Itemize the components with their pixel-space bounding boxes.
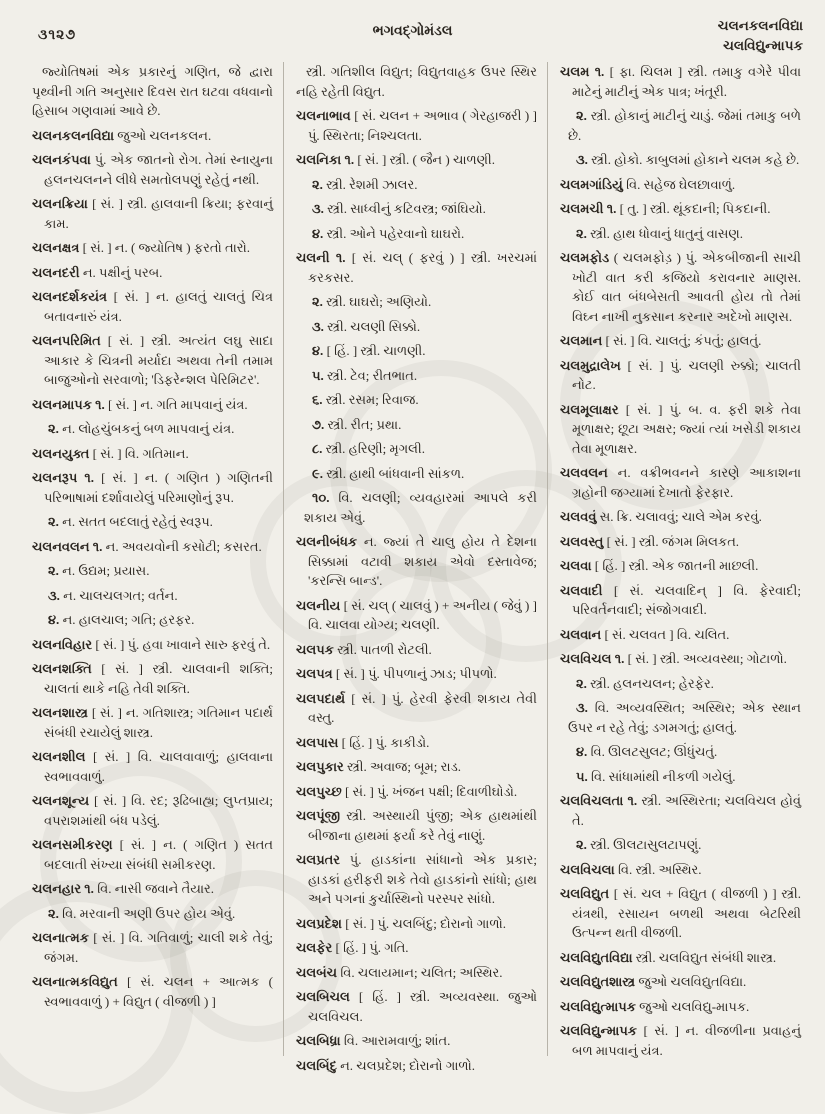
dictionary-entry (296, 757, 537, 777)
entry-body: [ સં. ચલ + વિદ્યુત ( વીજળી ) ] સ્ત્રી. યંત્રથી, રસાયન બળથી અથવા બેટરિથી ઉત્પન્ન થતી વીજળી. (572, 886, 802, 940)
sense-number: ૨. (48, 421, 59, 436)
entry-body: [ સં. ચલન + અભાવ ( ગેરહાજરી ) ] પું. સ્થિરતા; નિશ્ચલતા. (308, 108, 537, 143)
sense-number: ૯. (312, 465, 323, 481)
sense-number: ૩. (312, 318, 324, 334)
entry-body: સ્ત્રી. રસમ; રિવાજ. (325, 392, 419, 407)
dictionary-entry (296, 938, 537, 958)
entry-body: [ સં. ] ન. ( જ્યોતિષ ) ફરતો તારો. (82, 240, 251, 255)
entry-body: [ સં. ચલવાદિન્ ] વિ. ફેરવાદી; પરિવર્તનવાદી; સંજોગવાદી. (572, 582, 802, 617)
dictionary-entry (560, 625, 801, 645)
entry-body: ન. લોહચુંબકનું બળ માપવાનું યંત્ર. (62, 421, 235, 436)
headword: ચલનીય (296, 597, 341, 613)
entry-body: સ્ત્રી. ઘાઘરો; અણિયો. (326, 294, 432, 309)
entry-body: સ્ત્રી. ચલવિદ્યુત સંબંધી શાસ્ત્ર. (635, 949, 777, 965)
dictionary-entry (296, 963, 537, 983)
dictionary-entry (560, 62, 801, 101)
entry-body: સ. ક્રિ. ચલાવવું; ચાલે એમ કરવું. (599, 509, 762, 524)
dictionary-entry (560, 649, 801, 669)
dictionary-entry (32, 972, 273, 1011)
headword: ચલનાભાવ (296, 108, 351, 123)
sense-number: ૧૦. (312, 490, 330, 505)
entry-body: વિ. સ્ત્રી. અસ્થિર. (617, 861, 702, 877)
entry-body: સ્ત્રી. અસ્થિરતા; ચલવિચલ હોવું તે. (572, 793, 801, 828)
sense-item (296, 224, 537, 244)
sense-number: ૪. (312, 225, 324, 241)
dictionary-entry (560, 972, 801, 992)
headword: ચલમફોડ (560, 250, 610, 265)
entry-body: ન. ઉદ્યમ; પ્રયાસ. (62, 563, 150, 578)
entry-body: પું. એક જાતનો રોગ. તેમાં સ્નાયુના હલનચલનને લીધે સમતોલપણું રહેતું નથી. (44, 152, 274, 187)
page-header (0, 16, 825, 60)
dictionary-entry (560, 248, 801, 326)
dictionary-entry (560, 463, 801, 502)
headword: ચલનશીલ (32, 749, 86, 764)
column-container (30, 62, 811, 1073)
entry-body: સ્ત્રી. હરિણી; મૃગલી. (325, 441, 425, 456)
dictionary-entry (32, 703, 273, 742)
entry-body: વિ. આરામવાળું; શાંત. (343, 1033, 451, 1048)
entry-body: [ સં. ] ન. ગતિશાસ્ત્ર; ગતિમાન પદાર્થ સંબંધી રચાયેલું શાસ્ત્ર. (44, 705, 273, 740)
headword: ચલવિદ્યુત (560, 886, 610, 901)
dictionary-entry (296, 532, 537, 591)
headword: ચલવિચલા (560, 861, 615, 877)
dictionary-entry (560, 331, 801, 351)
headword: ચલનહાર ૧. (32, 881, 94, 896)
headword: ચલમૂલાક્ષર (560, 401, 619, 417)
sense-number: ૨. (576, 675, 587, 691)
dictionary-entry (296, 1031, 537, 1051)
dictionary-entry (560, 356, 801, 395)
sense-item (560, 106, 801, 145)
entry-body: વિ. સહેજ ઘેલછાવાળું. (626, 176, 736, 192)
entry-body: વિ. સાંધામાંથી નીકળી ગયેલું. (591, 768, 736, 784)
headword: ચલનપરિમિત (32, 333, 101, 348)
entry-body: [ સં. ] વિ. ચાલતું; કંપતું; હાલતું. (605, 333, 762, 348)
entry-body: [ સં. ] પું. ચલબિંદુ; દોરાનો ગાળો. (345, 915, 507, 931)
entry-body: [ તુ. ] સ્ત્રી. થૂંકદાની; પિકદાની. (619, 201, 771, 216)
entry-body: સ્ત્રી. ચલણી સિક્કો. (327, 318, 421, 334)
dictionary-entry (32, 635, 273, 655)
sense-item (296, 464, 537, 484)
sense-number: ૫. (576, 768, 588, 784)
dictionary-entry (32, 659, 273, 698)
headword: ચલનશક્તિ (32, 661, 92, 676)
dictionary-entry (560, 175, 801, 195)
entry-body: [ સં. ] પું. હવા ખાવાને સારુ ફરવું તે. (95, 636, 271, 652)
sense-number: ૩. (312, 201, 324, 216)
dictionary-entry (296, 850, 537, 909)
entry-body: [ સં. ] પું. ચલણી રુક્કો; ચાલતી નોટ. (572, 357, 801, 392)
entry-body: [ સં. ] સ્ત્રી. ( જૈન ) ચાળણી. (357, 152, 495, 167)
entry-body: વિ. ચલણી; વ્યવહારમાં આપલે કરી શકાય એવું. (304, 490, 537, 525)
headword: ચલનદર્શકયંત્ર (32, 289, 108, 304)
entry-body: સ્ત્રી. ટેવ; રીતભાત. (327, 367, 418, 383)
dictionary-entry (560, 581, 801, 620)
dictionary-entry (32, 126, 273, 146)
entry-body: [ સં. ] વિ. ગતિવાળું; ચાલી શકે તેવું; જંગમ. (44, 930, 273, 965)
headword: ચલપુકાર (296, 759, 344, 774)
entry-body: [ સં. ] ન. ( ગણિત ) સતત બદલાતી સંખ્યા સંબંધી સમીકરણ. (44, 837, 273, 872)
column-3 (547, 62, 811, 1056)
headword: ચલનશૂન્ય (32, 793, 90, 808)
sense-item (296, 439, 537, 459)
headword: ચલવાદી (560, 582, 603, 598)
headword: ચલનશાસ્ત્ર (32, 705, 88, 720)
entry-body: [ સં. ] ન. હાલતું ચાલતું ચિત્ર બતાવનારું યંત્ર. (44, 289, 273, 324)
headword: ચલમચી ૧. (560, 201, 617, 216)
dictionary-entry (296, 806, 537, 845)
headword: ચલપુચ્છ (296, 783, 342, 799)
entry-body: [ સં. ] વિ. રદ; રૂઢિબાહ્ય; લુપ્તપ્રાય; વપરાશમાંથી બંધ પડેલું. (44, 793, 274, 828)
headword: ચલનસમીકરણ (32, 837, 113, 852)
sense-item (560, 150, 801, 170)
headword: ચલવિદ્યુત્માપક (560, 998, 636, 1014)
dictionary-entry (32, 238, 273, 258)
sense-item (296, 341, 537, 361)
dictionary-entry (560, 507, 801, 527)
entry-body: [ સં. ] પું. હેરવી ફેરવી શકાય તેવી વસ્તુ. (308, 690, 537, 725)
entry-body: [ સં. ] પું. બ. વ. ફરી શકે તેવા મૂળાક્ષર; છૂટા અક્ષર; જ્યાં ત્યાં ખસેડી શકાય તેવા મૂળાક્ષર. (572, 401, 802, 456)
sense-item (296, 175, 537, 195)
sense-number: ૨. (48, 563, 59, 578)
sense-item (296, 292, 537, 312)
headword: ચલબિંદુ (296, 1057, 337, 1073)
entry-body: [ સં. ] વિ. ચાલવાવાળું; હાલવાના સ્વભાવવાળું. (44, 749, 274, 784)
headword: ચલમગાંડિયું (560, 176, 623, 192)
entry-body: [ સં. ] વિ. ગતિમાન. (92, 445, 189, 461)
headword: ચલવવું (560, 509, 597, 524)
sense-number: ૨. (576, 225, 587, 241)
continuation-text (296, 62, 537, 101)
entry-body: [ હિં. ] સ્ત્રી. ચાળણી. (326, 343, 426, 358)
sense-item (560, 835, 801, 855)
entry-body: ન. જ્યાં તે ચાલુ હોય તે દેશના સિક્કામાં વટાવી શકાય એવો દસ્તાવેજ; 'કરન્સિ બાન્ડ'. (308, 534, 537, 588)
sense-item (560, 224, 801, 244)
entry-body: ન. અવયવોની કસોટી; કસરત. (105, 538, 262, 554)
continuation-text (32, 62, 273, 121)
entry-body: વિ. મરવાની અણી ઉપર હોય એવું. (62, 905, 236, 921)
entry-body: [ સં. ] પું. પીપળાનું ઝાડ; પીપળો. (335, 666, 497, 681)
sense-item (32, 904, 273, 924)
entry-body: સ્ત્રી. રીત; પ્રથા. (327, 416, 402, 432)
sense-number: ૪. (48, 612, 60, 627)
entry-body: સ્ત્રી. અવાજ; બૂમ; રાડ. (347, 759, 461, 774)
entry-body: જ્યોતિષમાં એક પ્રકારનું ગણિત, જે દ્વારા પૃથ્વીની ગતિ અનુસાર દિવસ રાત ઘટવા વધવાનો હિસાબ ગણવામાં આવે છે. (32, 64, 273, 118)
sense-item (32, 610, 273, 630)
entry-body: ન. સતત બદલાતું રહેતું સ્વરૂપ. (62, 514, 213, 529)
sense-item (296, 366, 537, 386)
dictionary-entry (296, 1056, 537, 1076)
sense-item (296, 390, 537, 410)
headword: ચલની ૧. (296, 250, 346, 265)
dictionary-entry (560, 997, 801, 1017)
entry-body: સ્ત્રી. હોકાનું માટીનું ચાડું. જેમાં તમાકુ બળે છે. (568, 108, 801, 143)
entry-body: સ્ત્રી. પાતળી રોટલી. (337, 641, 432, 657)
headword: ચલપ્રદેશ (296, 915, 342, 931)
dictionary-entry (32, 331, 273, 390)
book-title: ભગવદ્ગોમંડલ (372, 24, 453, 39)
headword: ચલવિચલ ૧. (560, 651, 625, 666)
dictionary-entry (296, 596, 537, 635)
entry-body: વિ. ઊલટસુલટ; ઊંધુંચતું. (590, 744, 718, 759)
column-2 (283, 62, 547, 1073)
headword: ચલનમાપક ૧. (32, 396, 105, 412)
sense-number: ૨. (312, 176, 323, 192)
dictionary-entry (560, 860, 801, 880)
sense-item (560, 698, 801, 737)
entry-body: સ્ત્રી. હાથી બાંધવાની સાંકળ. (326, 465, 465, 481)
dictionary-entry (560, 532, 801, 552)
sense-number: ૨. (48, 514, 59, 529)
sense-item (296, 199, 537, 219)
headword: ચલપૂંજી (296, 808, 341, 823)
headword: ચલવિદ્યુન્માપક (560, 1023, 637, 1038)
headword: ચલનિકા ૧. (296, 152, 355, 167)
dictionary-entry (32, 150, 273, 189)
dictionary-entry (296, 150, 537, 170)
sense-number: ૨. (576, 837, 587, 852)
sense-item (32, 586, 273, 606)
dictionary-entry (296, 664, 537, 684)
sense-item (296, 317, 537, 337)
sense-item (296, 415, 537, 435)
sense-number: ૨. (576, 108, 587, 123)
entry-body: ન. હાલચાલ; ગતિ; હરફર. (62, 612, 195, 627)
entry-body: [ ફા. ચિલમ ] સ્ત્રી. તમાકુ વગેરે પીવા માટેનું માટીનું એક પાત્ર; ખંતૂરી. (572, 64, 802, 99)
running-head-first-word: ચલનકલનવિદ્યા (717, 18, 803, 33)
headword: ચલનવિહાર (32, 636, 93, 652)
dictionary-entry (296, 689, 537, 728)
entry-body: [ સં. ] સ્ત્રી. અત્યંત લઘુ સાદા આકાર કે ચિત્રની મર્યાદા અથવા તેની તમામ બાજુઓનો સરવાળો; 'ડિફરેન્શલ પેરિમિટર'. (44, 333, 273, 387)
entry-body: ન. ચલપ્રદેશ; દોરાનો ગાળો. (340, 1057, 476, 1073)
dictionary-entry (32, 835, 273, 874)
headword: ચલબિધ્રા (296, 1033, 341, 1048)
dictionary-entry (32, 194, 273, 233)
headword: ચલપક (296, 641, 334, 657)
headword: ચલવસ્તુ (560, 533, 604, 549)
sense-number: ૩. (576, 700, 588, 715)
entry-body: જુઓ ચલવિદ્યુતવિદ્યા. (638, 974, 747, 989)
entry-body: [ સં. ] ન. ( ગણિત ) ગણિતની પરિભાષામાં દર્શાવાયેલું પરિમાણોનું રૂપ. (44, 470, 274, 505)
dictionary-entry (560, 400, 801, 459)
headword: ચલપત્ર (296, 666, 333, 681)
entry-body: વિ. નાસી જવાને તૈયાર. (97, 881, 215, 896)
entry-body: [ સં. ] સ્ત્રી. ચાલવાની શક્તિ; ચાલતાં થાકે નહિ તેવી શક્તિ. (44, 661, 273, 696)
headword: ચલનકંપવા (32, 152, 91, 167)
headword: ચલનાત્મકવિદ્યુત (32, 974, 118, 989)
headword: ચલબંચ (296, 964, 338, 980)
entry-body: [ સં. ] ન. વીજળીના પ્રવાહનું બળ માપવાનું યંત્ર. (572, 1023, 801, 1058)
headword: ચલપદાર્થ (296, 690, 346, 706)
headword: ચલમુદ્રાલેખ (560, 357, 621, 373)
dictionary-entry (32, 444, 273, 464)
sense-item (296, 488, 537, 527)
sense-item (32, 561, 273, 581)
headword: ચલવિદ્યુતવિદ્યા (560, 949, 633, 965)
sense-number: ૪. (312, 343, 324, 358)
entry-body: [ સં. ચલવત ] વિ. ચલિત. (604, 626, 730, 642)
entry-body: ન. ચાલચલગત; વર્તન. (63, 587, 178, 603)
dictionary-entry (296, 782, 537, 802)
sense-number: ૩. (576, 152, 588, 167)
dictionary-entry (32, 263, 273, 283)
headword: ચલવા (560, 558, 592, 573)
entry-body: [ સં. ચલ્ ( ચાલવું ) + અનીય ( જેવું ) ] વિ. ચાલવા યોગ્ય; ચલણી. (308, 597, 537, 632)
headword: ચલનક્રિયા (32, 196, 88, 211)
entry-body: [ સં. ચલ્ ( ફરવું ) ] સ્ત્રી. ખરચમાં કરકસર. (308, 250, 538, 285)
sense-number: ૪. (576, 744, 588, 759)
headword: ચલમાન (560, 333, 603, 348)
headword: ચલપાસ (296, 734, 339, 750)
entry-body: પું. હાડકાંના સાંધાનો એક પ્રકાર; હાડકાં હરીફરી શકે તેવો હાડકાંનો સાંધો; હાથ અને પગનાં કુર્ચાસ્થિનો પરસ્પર સાંધો. (308, 852, 537, 906)
dictionary-entry (560, 884, 801, 943)
dictionary-entry (296, 248, 537, 287)
dictionary-entry (296, 987, 537, 1026)
dictionary-entry (296, 106, 537, 145)
entry-body: સ્ત્રી. હાથ ધોવાનું ધાતુનું વાસણ. (590, 225, 744, 241)
sense-number: ૮. (312, 441, 323, 456)
entry-body: વિ. અવ્યવસ્થિત; અસ્થિર; એક સ્થાન ઉપર ન રહે તેવું; ડગમગતું; હાલતું. (568, 700, 801, 735)
column-1 (30, 62, 283, 1056)
sense-number: ૩. (48, 587, 60, 603)
entry-body: [ હિં. ] સ્ત્રી. એક જાતની માછલી. (594, 558, 759, 573)
sense-item (560, 767, 801, 787)
entry-body: સ્ત્રી. અસ્થાયી પુંજી; એક હાથમાંથી બીજાના હાથમાં ફર્યા કરે તેવું નાણું. (308, 808, 538, 843)
sense-item (32, 419, 273, 439)
entry-body: સ્ત્રી. ઓને પહેરવાનો ઘાઘરો. (326, 225, 465, 241)
headword: ચલવિચલતા ૧. (560, 793, 638, 808)
entry-body: સ્ત્રી. હોકો. કાબુલમાં હોકાને ચલમ કહે છે. (591, 152, 800, 167)
sense-number: ૬. (312, 392, 323, 407)
headword: ચલનીબંધક (296, 534, 358, 549)
dictionary-entry (296, 914, 537, 934)
headword: ચલબિચલ (296, 989, 350, 1004)
dictionary-entry (32, 537, 273, 557)
headword: ચલનકલનવિદ્યા (32, 127, 115, 143)
page-number: ૩૧૨૭ (38, 28, 77, 43)
dictionary-entry (560, 199, 801, 219)
dictionary-entry (32, 791, 273, 830)
sense-item (560, 742, 801, 762)
running-head-last-word: ચલવિદ્યુન્માપક (723, 37, 803, 53)
running-head (718, 16, 803, 55)
dictionary-entry (296, 733, 537, 753)
headword: ચલમ ૧. (560, 64, 605, 79)
dictionary-entry (560, 948, 801, 968)
entry-body: [ સં. ] પું. ખંજન પક્ષી; દિવાળીઘોડો. (344, 783, 518, 799)
entry-body: [ હિં. ] સ્ત્રી. અવ્યવસ્થા. જુઓ ચલવિચલ. (308, 989, 537, 1024)
entry-body: ( ચલમફોડ઼ ) પું. એકબીજાની સાચી ખોટી વાત કરી કજિયો કરાવનાર માણસ. કોઈ વાત બંધબેસતી આવતી હોય તો તેમાં વિઘ્ન નાખી નુકસાન કરનાર અદેખો માણસ. (572, 250, 802, 324)
entry-body: [ હિં. ] પું. ગતિ. (335, 940, 409, 955)
entry-body: સ્ત્રી. સાધ્વીનું કટિવસ્ત્ર; જાંઘિયો. (327, 201, 486, 216)
entry-body: સ્ત્રી. ઊલટાસુલટાપણું. (590, 837, 702, 852)
headword: ચલનવલન ૧. (32, 538, 103, 554)
sense-number: ૭. (312, 416, 325, 432)
entry-body: [ હિં. ] પું. કાકીડો. (341, 734, 430, 750)
headword: ચલપ્રતર (296, 852, 341, 867)
entry-body: વિ. ચલાયમાન; ચલિત; અસ્થિર. (340, 964, 503, 980)
headword: ચલનરૂપ ૧. (32, 470, 94, 485)
entry-body: જુઓ ચલવિદ્યુ-માપક. (639, 998, 750, 1014)
entry-body: [ સં. ] સ્ત્રી. અવ્યવસ્થા; ગોટાળો. (627, 651, 787, 666)
entry-body: [ સં. ચલન + આત્મક ( સ્વભાવવાળું ) + વિદ્યુત ( વીજળી ) ] (44, 974, 273, 1009)
entry-body: ન. વક્રીભવનને કારણે આકાશના ગ્રહોની જગ્યામાં દેખાતો ફેરફાર. (572, 465, 802, 500)
entry-body: સ્ત્રી. રેશમી ઝાલર. (326, 176, 418, 192)
dictionary-entry (32, 879, 273, 899)
dictionary-entry (32, 928, 273, 967)
dictionary-entry (32, 747, 273, 786)
sense-number: ૨. (48, 905, 59, 921)
entry-body: સ્ત્રી. ગતિશીલ વિદ્યુત; વિદ્યુતવાહક ઉપર સ્થિર નહિ રહેતી વિદ્યુત. (296, 64, 537, 99)
dictionary-entry (32, 395, 273, 415)
dictionary-entry (32, 468, 273, 507)
dictionary-entry (296, 640, 537, 660)
entry-body: ન. પક્ષીનું પરબ. (82, 264, 163, 280)
dictionary-entry (560, 1021, 801, 1060)
sense-item (32, 512, 273, 532)
sense-number: ૫. (312, 367, 324, 383)
headword: ચલવલન (560, 465, 608, 480)
entry-body: [ સં. ] સ્ત્રી. હાલવાની ક્રિયા; ફરવાનું કામ. (44, 196, 274, 231)
entry-body: જુઓ ચલનકલન. (117, 127, 212, 143)
headword: ચલનદરી (32, 264, 80, 280)
sense-item (560, 674, 801, 694)
entry-body: સ્ત્રી. હલનચલન; હેરફેર. (590, 675, 714, 691)
entry-body: [ સં. ] ન. ગતિ માપવાનું યંત્ર. (108, 396, 248, 412)
dictionary-entry (560, 556, 801, 576)
dictionary-entry (32, 287, 273, 326)
sense-number: ૨. (312, 294, 323, 309)
headword: ચલનાત્મક (32, 930, 89, 945)
headword: ચલવાન (560, 626, 602, 642)
headword: ચલનયુક્ત (32, 445, 90, 461)
headword: ચલવિદ્યુતશાસ્ત્ર (560, 974, 636, 989)
headword: ચલફેર (296, 940, 333, 955)
dictionary-entry (560, 791, 801, 830)
entry-body: [ સં. ] સ્ત્રી. જંગમ મિલકત. (606, 533, 740, 549)
headword: ચલનક્ષત્ર (32, 240, 80, 255)
